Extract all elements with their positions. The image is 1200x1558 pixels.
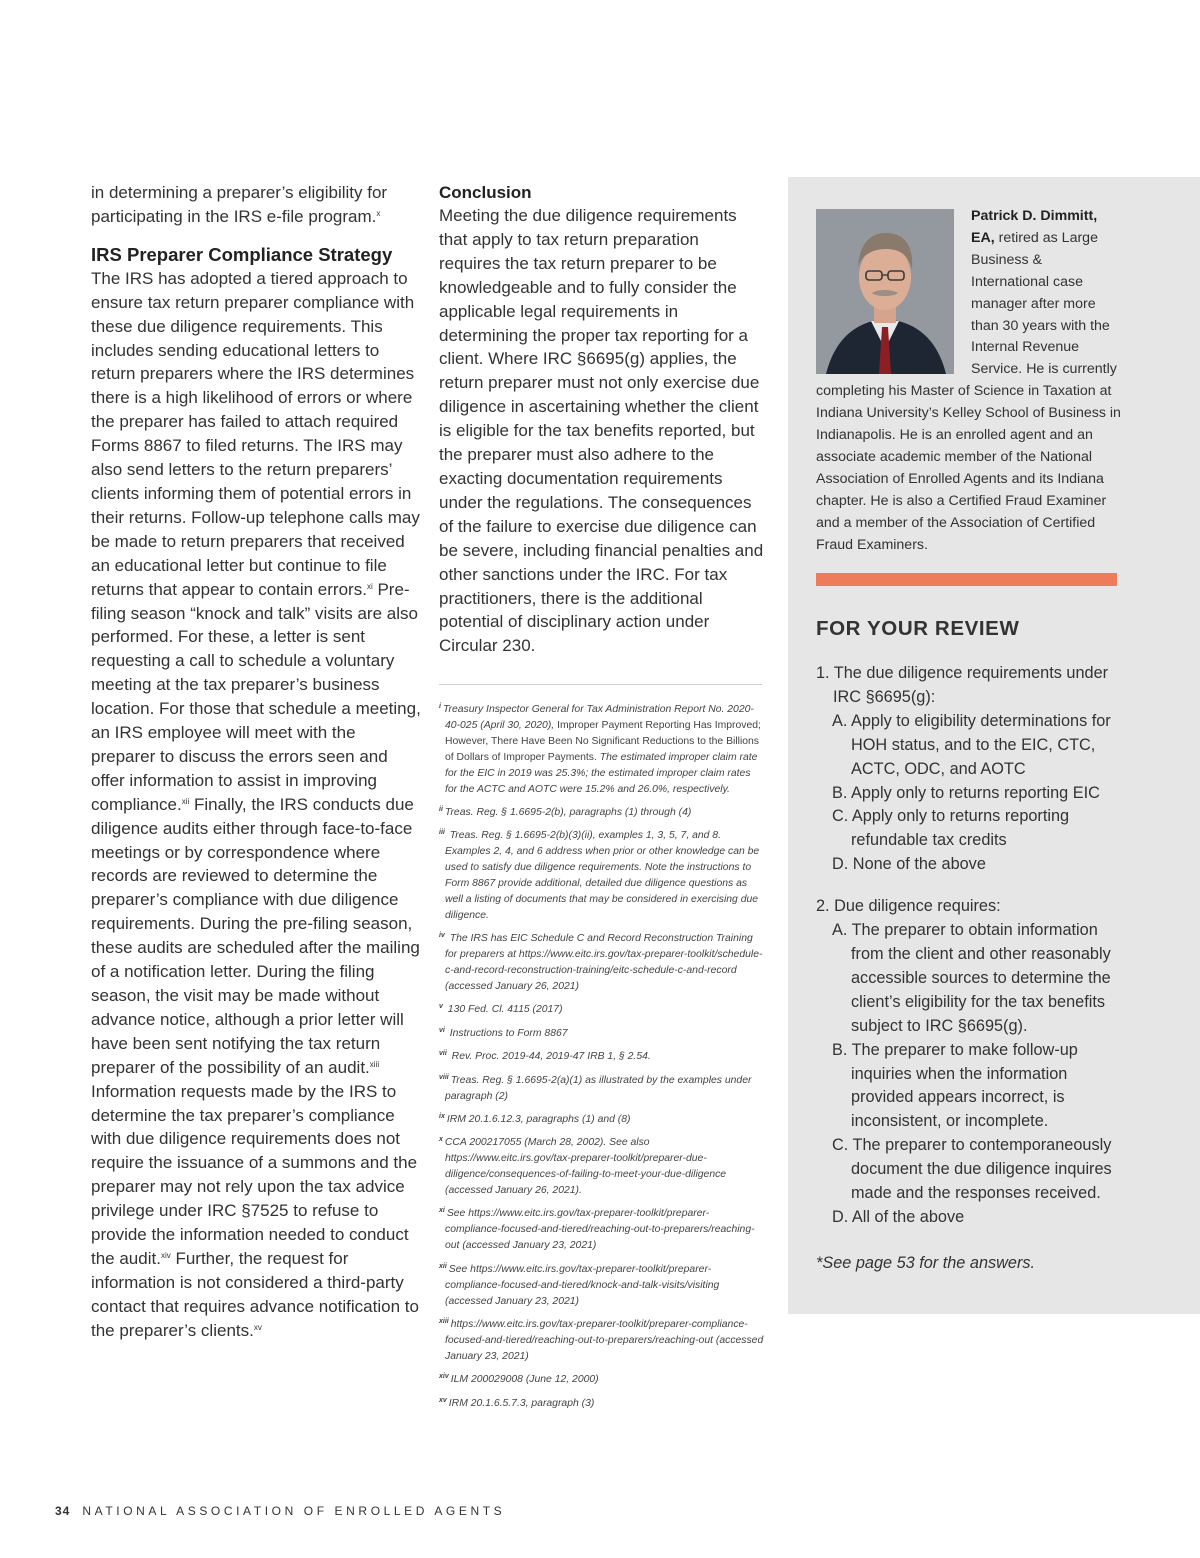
footnote: $^{ii}$ Treas. Reg. § 1.6695-2(b), paragraphs (1) through (4) (439, 805, 692, 818)
body-text: Further, the request for information is not considered a third-party contact that requires advance notification to the preparer’s clients. (91, 1248, 419, 1340)
intro-paragraph (91, 181, 421, 229)
footnote-ref[interactable]: xii (181, 796, 190, 806)
body-text: Pre-filing season “knock and talk” visits are also performed. For these, a letter is sent requesting a call to schedule a voluntary meeting at the tax preparer’s business location. For those that schedule a meeting, an IRS employee will meet with the preparer to discuss the errors seen and offer information to assist in improving compliance. (91, 579, 421, 814)
body-text: The IRS has adopted a tiered approach to ensure tax return preparer compliance with these due diligence requirements. This includes sending educational letters to return preparers where the IRS determines there is a high likelihood of errors or where the preparer has failed to attach required Forms 8867 to filed returns. The IRS may also send letters to the return preparers’ clients informing them of potential errors in their returns. Follow-up telephone calls may be made to return preparers that received an educational letter but continue to file returns that appear to contain errors. (91, 268, 420, 599)
footnote-ref[interactable]: xi (366, 581, 373, 591)
footnote: $^{xiv}$ ILM 200029008 (June 12, 2000) (439, 1373, 599, 1386)
body-text: Information requests made by the IRS to determine the tax preparer’s compliance with due diligence requirements does not require the issuance of a summons and the preparer may not rely upon the tax advice privilege under IRC §7525 to refuse to provide the information needed to conduct the audit. (91, 1081, 418, 1268)
footnote: $^{xii}$ See https://www.eitc.irs.gov/tax-preparer-toolkit/preparer-compliance-focused-and-tiered/knock-and-talk-visits/visiting (accessed January 23, 2021) (439, 1262, 720, 1307)
footnote: $^{viii}$ Treas. Reg. § 1.6695-2(a)(1) as illustrated by the examples under paragraph (2) (439, 1073, 752, 1102)
answer-option: C. Apply only to returns reporting refundable tax credits (832, 807, 1070, 850)
author-bio (816, 206, 1121, 557)
conclusion-heading: Conclusion (439, 183, 532, 202)
footnote: $^{iv}$ The IRS has EIC Schedule C and Record Reconstruction Training for preparers at https://www.eitc.irs.gov/tax-preparer-toolkit/schedule-c-and-record-reconstruction-training/eitc-schedule-c-and-record (accessed January 26, 2021) (439, 932, 763, 992)
accent-bar (816, 573, 1117, 586)
answer-option: B. Apply only to returns reporting EIC (832, 783, 1100, 802)
review-questions (816, 662, 1121, 1230)
answer-option: A. Apply to eligibility determinations for HOH status, and to the EIC, CTC, ACTC, ODC, and AOTC (832, 711, 1111, 778)
author-name: Patrick D. Dimmitt, EA, (971, 208, 1098, 246)
question-2 (816, 895, 1121, 1230)
article-column-left (91, 181, 421, 1343)
footnote: $^{iii}$ Treas. Reg. § 1.6695-2(b)(3)(ii), examples 1, 3, 5, 7, and 8. Examples 2, 4, and 6 address when prior or other knowledge can be used to satisfy due diligence requirements. Note the instructions to Form 8867 provide additional, detailed due diligence questions as well a listing of documents that may be considered in exercising due diligence. (439, 829, 760, 921)
footnotes-divider (439, 684, 762, 685)
footnote: $^{xv}$ IRM 20.1.6.5.7.3, paragraph (3) (439, 1396, 595, 1409)
question-text: 2. Due diligence requires: (816, 897, 1001, 916)
answer-option: D. None of the above (832, 855, 986, 874)
footnote-ref[interactable]: xiii (369, 1059, 380, 1069)
question-1 (816, 662, 1121, 877)
footnote: $^{vi}$ Instructions to Form 8867 (439, 1026, 568, 1039)
footnote: $^v$ 130 Fed. Cl. 4115 (2017) (439, 1003, 563, 1016)
review-title: FOR YOUR REVIEW (816, 617, 1020, 640)
footnote: $^x$ CCA 200217055 (March 28, 2002). See also https://www.eitc.irs.gov/tax-preparer-toolkit/preparer-due-diligence/consequences-of-failing-to-meet-your-due-diligence (accessed January 26, 2021). (439, 1136, 727, 1197)
publication-name: NATIONAL ASSOCIATION OF ENROLLED AGENTS (82, 1504, 506, 1518)
footnote: $^{xiii}$ https://www.eitc.irs.gov/tax-preparer-toolkit/preparer-compliance-focused-and-tiered/reaching-out-to-preparers/reaching-out (accessed January 23, 2021) (439, 1317, 764, 1362)
bio-text: retired as Large Business & International case manager after more than 30 years with the Internal Revenue Service. He is currently completing his Master of Science in Taxation at Indiana University’s Kelley School of Business in Indianapolis. He is an enrolled agent and an associate academic member of the National Association of Enrolled Agents and its Indiana chapter. He is also a Certified Fraud Examiner and a member of the Association of Certified Fraud Examiners. (816, 229, 1121, 553)
footnote-ref[interactable]: xv (253, 1322, 262, 1332)
footnote: $^{xi}$ See https://www.eitc.irs.gov/tax-preparer-toolkit/preparer-compliance-focused-and-tiered/reaching-out-to-preparers/reaching-out (accessed January 23, 2021) (439, 1207, 755, 1252)
strategy-paragraph (91, 267, 421, 1343)
answer-option: D. All of the above (832, 1207, 965, 1226)
footnote: $^{ix}$ IRM 20.1.6.12.3, paragraphs (1) and (8) (439, 1112, 631, 1125)
page-number: 34 (55, 1504, 71, 1518)
answer-option: A. The preparer to obtain information from the client and other reasonably accessible sources to determine the client’s eligibility for the tax benefits subject to IRC §6695(g). (832, 921, 1111, 1035)
footnotes (439, 702, 764, 1419)
footnote-ref[interactable]: x (376, 208, 381, 218)
answer-option: B. The preparer to make follow-up inquiries when the information provided appears incorrect, is inconsistent, or incomplete. (832, 1040, 1078, 1131)
intro-text: in determining a preparer’s eligibility for participating in the IRS e-file program. (91, 183, 388, 226)
question-text: 1. The due diligence requirements under IRC §6695(g): (816, 664, 1109, 706)
footnote-ref[interactable]: xiv (160, 1250, 171, 1260)
photo-spacer (816, 206, 971, 377)
answer-option: C. The preparer to contemporaneously document the due diligence inquires made and the responses received. (832, 1136, 1112, 1203)
conclusion-paragraph: Meeting the due diligence requirements that apply to tax return preparation requires the tax return preparer to be knowledgeable and to fully consider the applicable legal requirements in determining the proper tax reporting for a client. Where IRC §6695(g) applies, the return preparer must not only exercise due diligence in ascertaining whether the client is eligible for the tax benefits reported, but the preparer must also adhere to the exacting documentation requirements under the regulations. The consequences of the failure to exercise due diligence can be severe, including financial penalties and other sanctions under the IRC. For tax practitioners, there is the additional potential of disciplinary action under Circular 230. (439, 206, 764, 656)
page-footer (55, 1504, 505, 1518)
footnote: $^i$ Treasury Inspector General for Tax Administration Report No. 2020-40-025 (April 30, 2020), Improper Payment Reporting Has Improved; However, There Have Been No Significant Reductions to the Billions of Dollars of Improper Payments. The estimated improper claim rate for the EIC in 2019 was 25.3%; the estimated improper claim rates for the ACTC and AOTC were 15.2% and 26.0%, respectively. (439, 703, 761, 795)
article-column-middle (439, 181, 764, 658)
answers-note: *See page 53 for the answers. (816, 1254, 1036, 1272)
body-text: Finally, the IRS conducts due diligence audits either through face-to-face meetings or by correspondence where records are reviewed to determine the preparer’s compliance with due diligence requirements. During the pre-filing season, these audits are scheduled after the mailing of a notification letter. During the filing season, the visit may be made without advance notice, although a prior letter will have been sent notifying the tax return preparer of the possibility of an audit. (91, 794, 420, 1077)
footnote: $^{vii}$ Rev. Proc. 2019-44, 2019-47 IRB 1, § 2.54. (439, 1050, 651, 1063)
section-heading: IRS Preparer Compliance Strategy (91, 243, 393, 265)
